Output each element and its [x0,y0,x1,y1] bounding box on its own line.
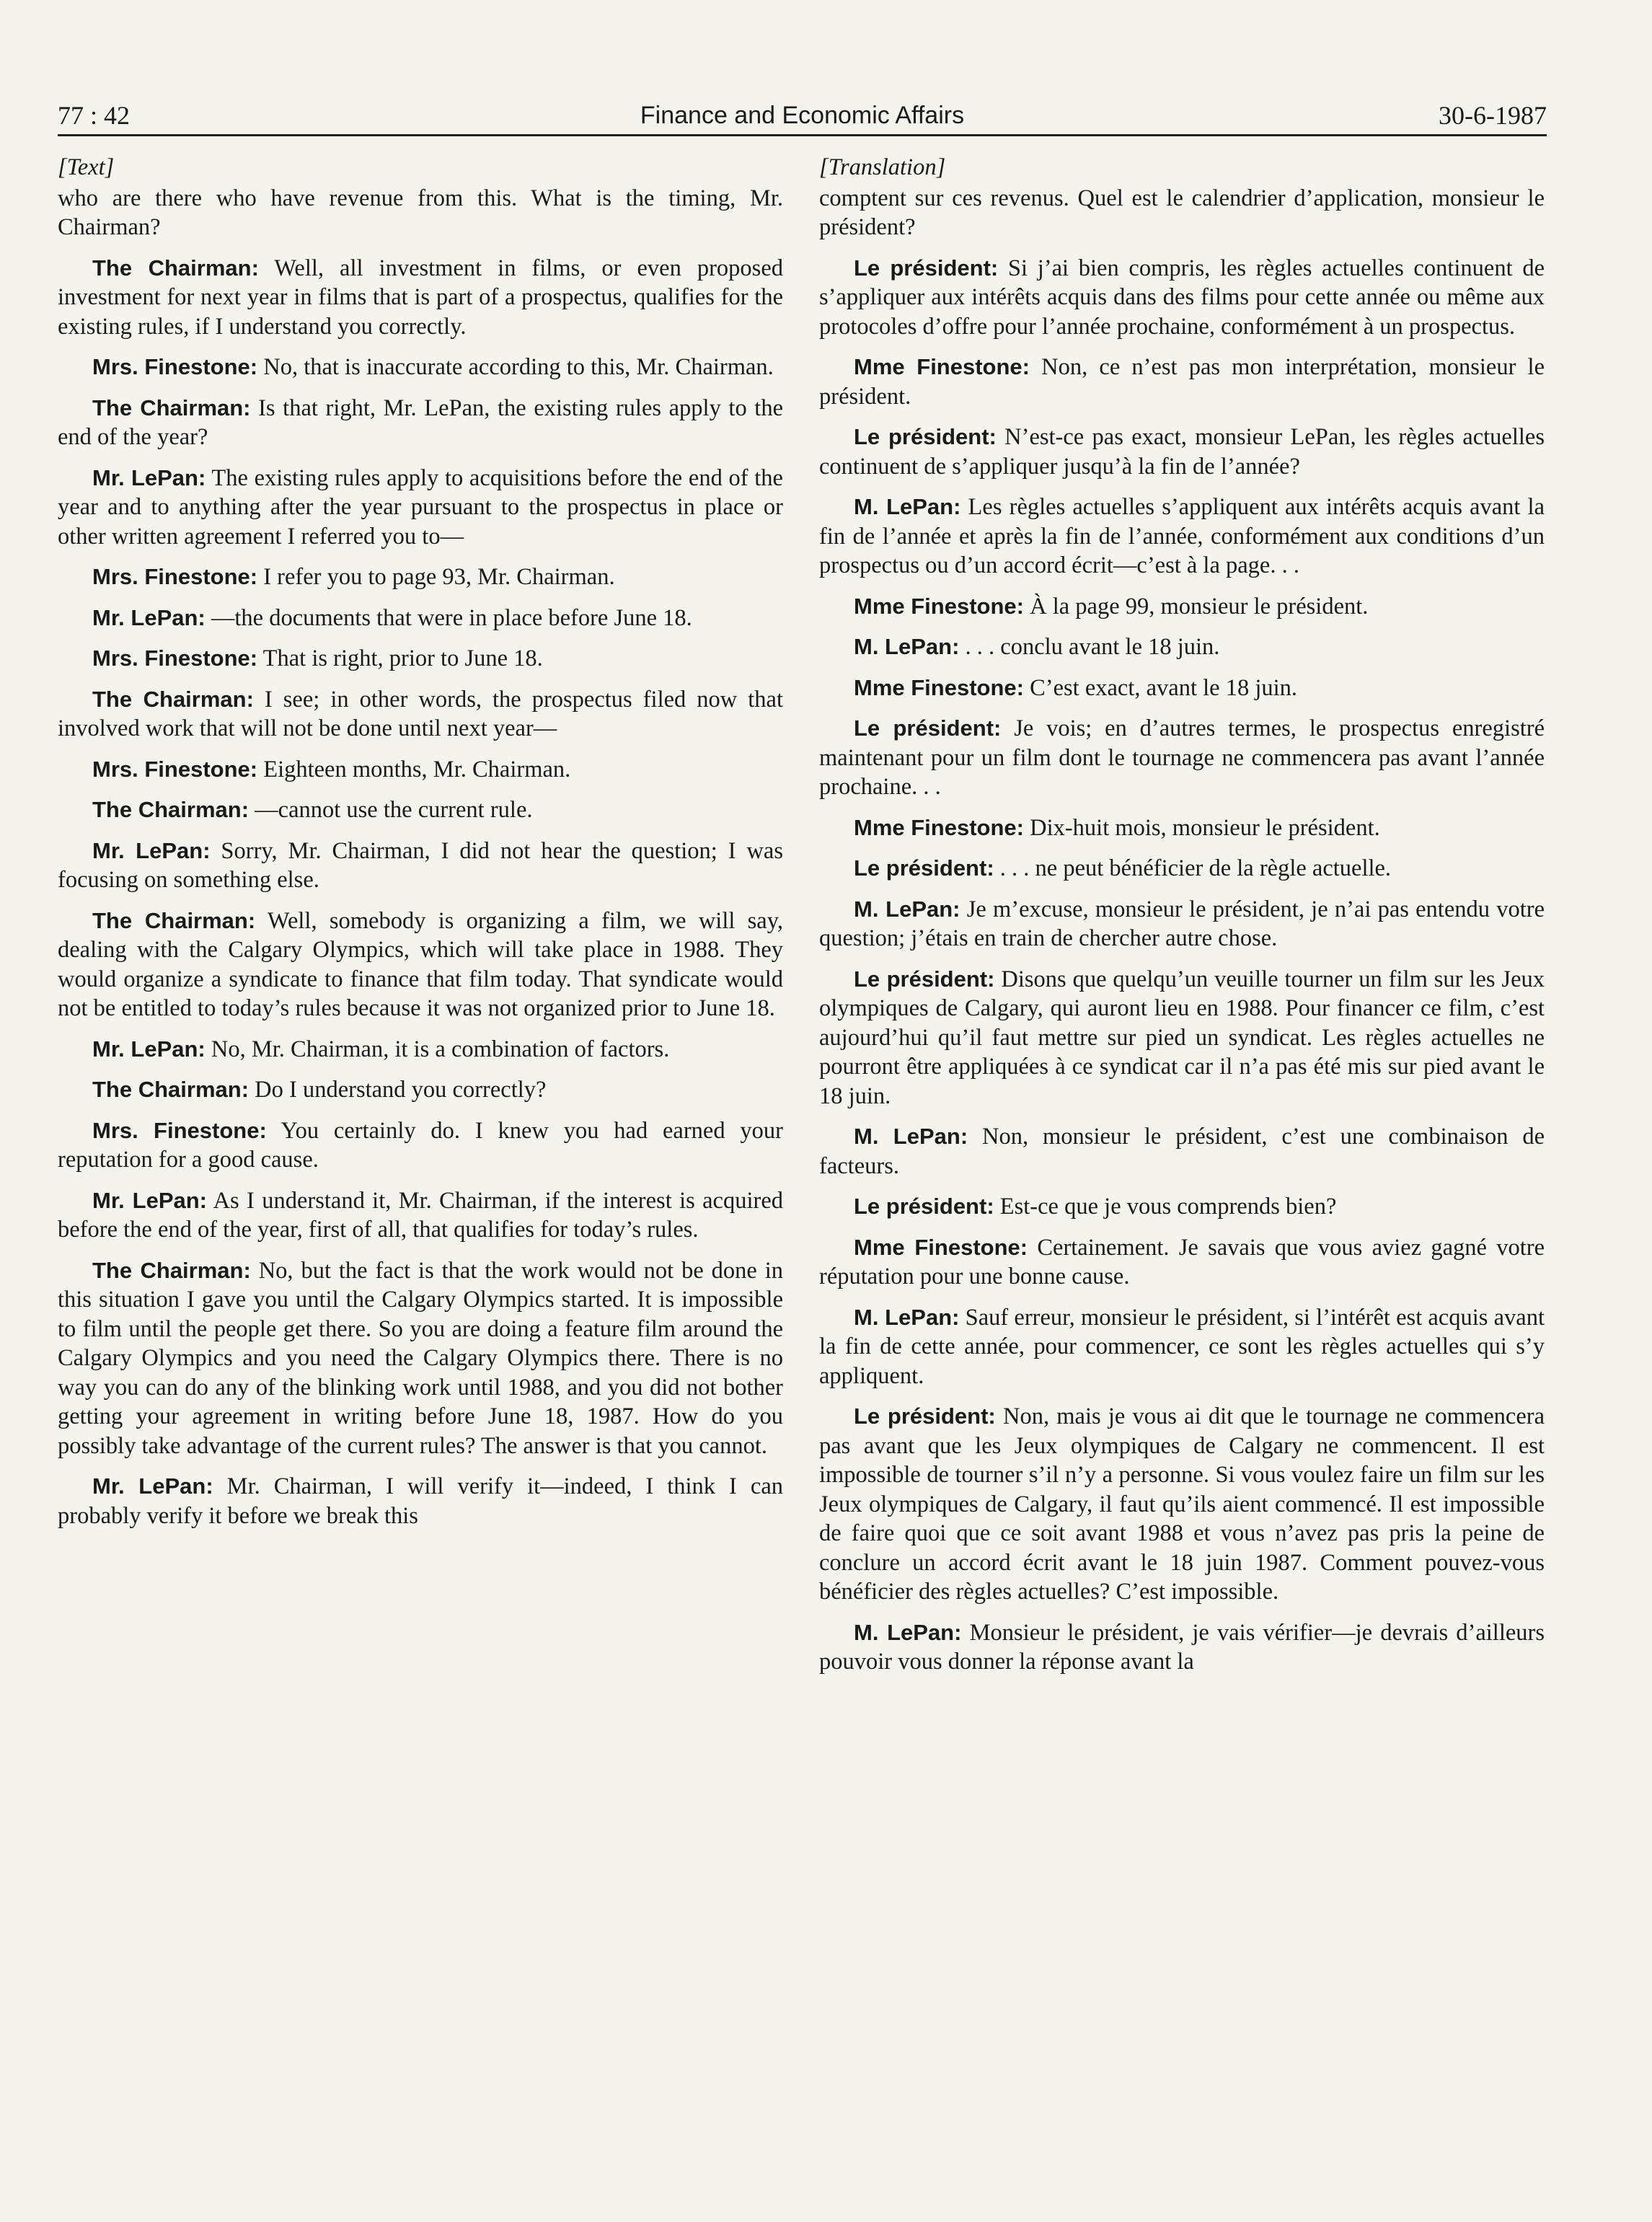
transcript-paragraph [819,1402,1545,1607]
transcript-paragraph [58,1035,783,1064]
speech-text: Les règles actuelles s’appliquent aux intérêts acquis avant la fin de l’année et après la fin de l’année, conformément aux conditions d’un prospectus ou d’un accord écrit—c’est à la page. . . [819,494,1545,578]
speech-text: I see; in other words, the prospectus filed now that involved work that will not be done until next year— [58,686,784,741]
speech-text: Well, all investment in films, or even proposed investment for next year in films that is part of a prospectus, qualifies for the existing rules, if I understand you correctly. [58,255,783,340]
transcript-paragraph [819,854,1545,883]
speaker-name: Mrs. Finestone: [92,564,258,589]
speech-text: —the documents that were in place before June 18. [205,604,692,631]
speech-text: Si j’ai bien compris, les règles actuelles continuent de s’appliquer aux intérêts acquis dans des films pour cette année ou même aux protocoles d’offre pour l’année prochaine, conformément à un prospectus. [819,255,1545,340]
speaker-name: Mr. LePan: [92,1036,206,1062]
speech-text: Dix-huit mois, monsieur le président. [1023,814,1380,841]
speaker-name: The Chairman: [92,797,249,822]
english-paragraphs [58,184,783,1531]
speech-text: No, that is inaccurate according to this, Mr. Chairman. [257,354,774,380]
transcript-paragraph [58,604,783,633]
speech-text: —cannot use the current rule. [249,797,533,823]
transcript-paragraph [58,1472,783,1530]
speaker-name: Mme Finestone: [854,1234,1028,1260]
speaker-name: The Chairman: [92,1257,251,1283]
english-column [58,153,783,1542]
speaker-name: Mrs. Finestone: [92,354,258,379]
transcript-paragraph [819,592,1545,622]
french-paragraphs [819,184,1545,1677]
speech-text: Certainement. Je savais que vous aviez gagné votre réputation pour une bonne cause. [819,1234,1545,1289]
speaker-name: Mr. LePan: [92,464,206,490]
speaker-name: Mrs. Finestone: [92,645,258,671]
speech-text: C’est exact, avant le 18 juin. [1023,674,1298,701]
speech-text: Sorry, Mr. Chairman, I did not hear the question; I was focusing on something else. [58,837,783,893]
transcript-paragraph [819,632,1545,662]
speaker-name: Mr. LePan: [92,1473,213,1499]
transcript-paragraph [58,1075,783,1105]
speech-text: As I understand it, Mr. Chairman, if the interest is acquired before the end of the year, first of all, that qualifies for today’s rules. [58,1187,783,1243]
running-header [58,100,1547,136]
speech-text: No, Mr. Chairman, it is a combination of factors. [205,1036,670,1062]
speaker-name: Mme Finestone: [854,814,1024,840]
speech-text: Non, monsieur le président, c’est une combinaison de facteurs. [819,1124,1545,1179]
french-column [819,153,1545,1688]
transcript-paragraph [819,353,1545,411]
transcript-paragraph [58,644,783,674]
transcript-paragraph [819,423,1545,481]
transcript-paragraph [819,184,1545,242]
speech-text: who are there who have revenue from this. What is the timing, Mr. Chairman? [58,185,783,240]
speaker-name: Mr. LePan: [92,604,206,630]
transcript-paragraph [58,563,783,592]
transcript-paragraph [819,895,1545,953]
transcript-paragraph [58,1116,783,1175]
transcript-paragraph [58,1256,783,1461]
speech-text: Sauf erreur, monsieur le président, si l’intérêt est acquis avant la fin de cette année, pour commencer, ce sont les règles actuelles qui s’y appliquent. [819,1304,1545,1389]
transcript-paragraph [819,814,1545,843]
speech-text: Do I understand you correctly? [249,1077,547,1103]
speech-text: I refer you to page 93, Mr. Chairman. [257,564,615,590]
speaker-name: The Chairman: [92,686,254,712]
speaker-name: M. LePan: [854,494,961,519]
speech-text: N’est-ce pas exact, monsieur LePan, les règles actuelles continuent de s’appliquer jusqu’à la fin de l’année? [819,424,1545,480]
transcript-paragraph [58,755,783,785]
speech-text: À la page 99, monsieur le président. [1023,593,1369,620]
speech-text: Non, mais je vous ai dit que le tournage ne commencera pas avant que les Jeux olympiques de Calgary ne commencent. Il est impossible de tourner s’il n’y a personne. Si vous voulez faire un film sur les Jeux olympiques de Calgary, il faut qu’ils aient commencé. Il est impossible de faire quoi que ce soit avant 1988 et vous n’avez pas pris la peine de conclure un accord écrit avant le 18 juin 1987. Comment pouvez-vous bénéficier des règles actuelles? C’est impossible. [819,1403,1545,1605]
transcript-paragraph [819,965,1545,1111]
speaker-name: Mrs. Finestone: [92,756,258,782]
transcript-paragraph [58,464,783,552]
speech-text: Eighteen months, Mr. Chairman. [257,756,571,782]
speech-text: Non, ce n’est pas mon interprétation, monsieur le président. [819,354,1545,410]
column-label: [Text] [58,154,115,180]
speech-text: Est-ce que je vous comprends bien? [994,1194,1337,1220]
speaker-name: M. LePan: [854,634,960,659]
header-date: 30-6-1987 [1439,101,1547,130]
speaker-name: Le président: [854,1194,994,1219]
speaker-name: M. LePan: [854,1124,968,1149]
speaker-name: Mr. LePan: [92,837,211,863]
speaker-name: The Chairman: [92,394,251,420]
transcript-paragraph [819,1303,1545,1391]
transcript-paragraph [819,714,1545,802]
speaker-name: M. LePan: [854,896,960,922]
transcript-paragraph [819,1618,1545,1677]
transcript-paragraph [819,1233,1545,1292]
transcript-paragraph [819,254,1545,342]
speaker-name: Mme Finestone: [854,593,1024,619]
transcript-paragraph [58,394,783,452]
speech-text: Disons que quelqu’un veuille tourner un film sur les Jeux olympiques de Calgary, qui auront lieu en 1988. Pour financer ce film, c’est aujourd’hui qu’il faut mettre sur pied un syndicat. Les règles actuelles ne pourront être appliquées à ce syndicat car il n’a pas été mis sur pied avant le 18 juin. [819,966,1545,1109]
speaker-name: Mme Finestone: [854,354,1030,379]
speaker-name: Le président: [854,255,999,281]
transcript-paragraph [58,254,783,342]
speech-text: You certainly do. I knew you had earned your reputation for a good cause. [58,1117,783,1173]
column-label: [Translation] [819,154,946,180]
transcript-paragraph [58,837,783,895]
speaker-name: Mme Finestone: [854,674,1024,700]
speaker-name: Le président: [854,715,1002,741]
speech-text: Je vois; en d’autres termes, le prospectus enregistré maintenant pour un film dont le tournage ne commencera pas avant l’année prochaine. . . [819,715,1545,800]
transcript-paragraph [819,1122,1545,1181]
transcript-paragraph [58,795,783,825]
speaker-name: Le président: [854,1403,996,1429]
speech-text: . . . conclu avant le 18 juin. [959,634,1220,660]
speech-text: comptent sur ces revenus. Quel est le calendrier d’application, monsieur le président? [819,185,1545,240]
transcript-paragraph [819,493,1545,581]
speaker-name: M. LePan: [854,1619,962,1645]
speaker-name: The Chairman: [92,907,256,933]
speech-text: Well, somebody is organizing a film, we will say, dealing with the Calgary Olympics, which will take place in 1988. They would organize a syndicate to finance that film today. That syndicate would not be entitled to today’s rules because it was not organized prior to June 18. [58,907,783,1021]
speaker-name: Mrs. Finestone: [92,1117,267,1143]
speaker-name: Le président: [854,424,997,449]
speaker-name: The Chairman: [92,255,259,281]
speech-text: Je m’excuse, monsieur le président, je n’ai pas entendu votre question; j’étais en train de chercher autre chose. [819,896,1545,951]
transcript-paragraph [58,184,783,242]
publication-title: Finance and Economic Affairs [640,102,965,129]
speaker-name: Mr. LePan: [92,1187,207,1213]
header-rule [58,134,1547,136]
column-label-text: Text [66,154,105,180]
transcript-paragraph [58,685,783,744]
transcript-paragraph [819,674,1545,703]
speech-text: Is that right, Mr. LePan, the existing rules apply to the end of the year? [58,394,783,450]
transcript-paragraph [58,1186,783,1245]
speaker-name: Le président: [854,855,994,881]
speech-text: That is right, prior to June 18. [257,645,543,671]
speech-text: The existing rules apply to acquisitions before the end of the year and to anything after the year pursuant to the prospectus in place or other written agreement I referred you to— [58,464,783,550]
speaker-name: M. LePan: [854,1304,960,1330]
speech-text: Mr. Chairman, I will verify it—indeed, I think I can probably verify it before we break this [58,1473,783,1529]
speech-text: Monsieur le président, je vais vérifier—je devrais d’ailleurs pouvoir vous donner la réponse avant la [819,1619,1545,1675]
transcript-paragraph [58,353,783,382]
page-number: 77 : 42 [58,101,131,130]
speech-text: No, but the fact is that the work would not be done in this situation I gave you until the Calgary Olympics started. It is impossible to film until the people get there. So you are doing a feature film around the Calgary Olympics and you need the Calgary Olympics there. There is no way you can do any of the blinking work until 1988, and you did not bother getting your agreement in writing before June 18, 1987. How do you possibly take advantage of the current rules? The answer is that you cannot. [58,1257,784,1459]
speaker-name: Le président: [854,966,995,992]
speaker-name: The Chairman: [92,1077,249,1102]
column-label-text: Translation [828,154,937,180]
speech-text: . . . ne peut bénéficier de la règle actuelle. [994,855,1392,881]
transcript-paragraph [819,1192,1545,1222]
transcript-paragraph [58,907,783,1023]
